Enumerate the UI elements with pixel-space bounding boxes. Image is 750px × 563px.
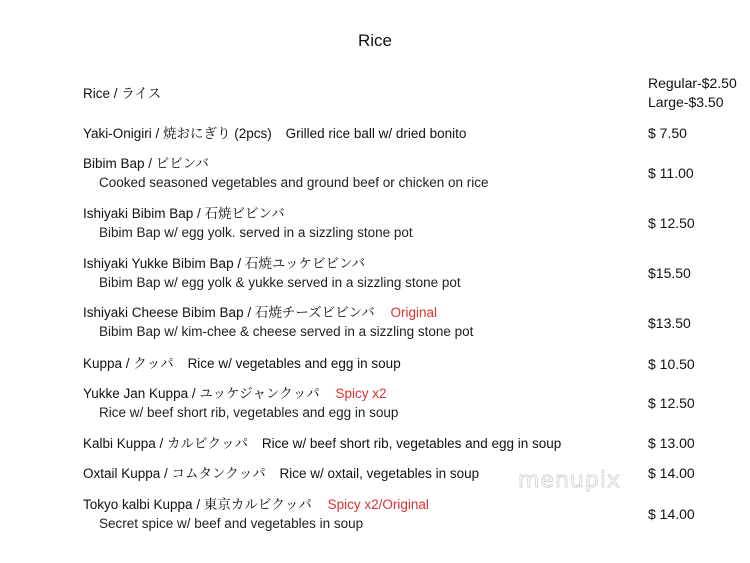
item-desc: Grilled rice ball w/ dried bonito [285,126,467,141]
item-desc: Cooked seasoned vegetables and ground beef or chicken on rice [99,175,489,190]
item-price: $ 7.50 [648,125,687,141]
item-qty: (2pcs) [234,126,272,141]
item-name: Oxtail Kuppa / コムタンクッパ [83,466,266,481]
item-desc: Bibim Bap w/ egg yolk. served in a sizzling stone pot [99,225,413,240]
item-name: Ishiyaki Yukke Bibim Bap / 石焼ユッケビビンバ [83,256,366,271]
item-name: Kuppa / クッパ [83,356,174,371]
item-name: Bibim Bap / ビビンバ [83,156,209,171]
item-name: Rice / ライス [83,86,162,101]
item-price: $ 12.50 [648,395,695,411]
item-name: Yaki-Onigiri / 焼おにぎり [83,126,231,141]
item-desc: Rice w/ beef short rib, vegetables and egg in soup [261,436,562,451]
item-price: $ 11.00 [648,165,694,181]
item-price: $ 10.50 [648,356,695,372]
menu-item [83,254,643,292]
item-name: Tokyo kalbi Kuppa / 東京カルビクッパ [83,497,312,512]
watermark-logo: menupix [518,468,621,493]
item-name: Kalbi Kuppa / カルビクッパ [83,436,249,451]
menu-item-rice [83,84,643,103]
item-price: $ 13.00 [648,435,695,451]
item-price: $13.50 [648,315,691,331]
item-desc: Rice w/ oxtail, vegetables in soup [279,466,480,481]
item-desc: Secret spice w/ beef and vegetables in soup [99,516,364,531]
menu-item [83,434,643,453]
page-title: Rice [357,31,392,50]
item-desc: Rice w/ vegetables and egg in soup [187,356,401,371]
price-large: Large-$3.50 [648,94,724,110]
menu-item [83,204,643,242]
menu-item [83,154,643,192]
item-desc: Bibim Bap w/ kim-chee & cheese served in a sizzling stone pot [99,324,474,339]
item-price: $15.50 [648,265,691,281]
menu-item [83,495,643,533]
item-name: Yukke Jan Kuppa / ユッケジャンクッパ [83,386,320,401]
item-price: $ 14.00 [648,465,695,481]
menu-item [83,384,643,422]
rice-prices [648,74,737,112]
price-regular: Regular-$2.50 [648,75,737,91]
item-price: $ 14.00 [648,506,695,522]
item-desc: Rice w/ beef short rib, vegetables and egg in soup [99,405,399,420]
item-price: $ 12.50 [648,215,695,231]
item-desc: Bibim Bap w/ egg yolk & yukke served in a sizzling stone pot [99,275,461,290]
item-tag-spicy-original: Spicy x2/Original [327,497,429,512]
menu-item [83,303,643,341]
item-tag-spicy: Spicy x2 [335,386,387,401]
menu-item [83,124,643,143]
menu-item [83,354,643,373]
item-tag-original: Original [390,305,438,320]
item-name: Ishiyaki Bibim Bap / 石焼ビビンバ [83,206,285,221]
item-name: Ishiyaki Cheese Bibim Bap / 石焼チーズビビンバ [83,305,375,320]
